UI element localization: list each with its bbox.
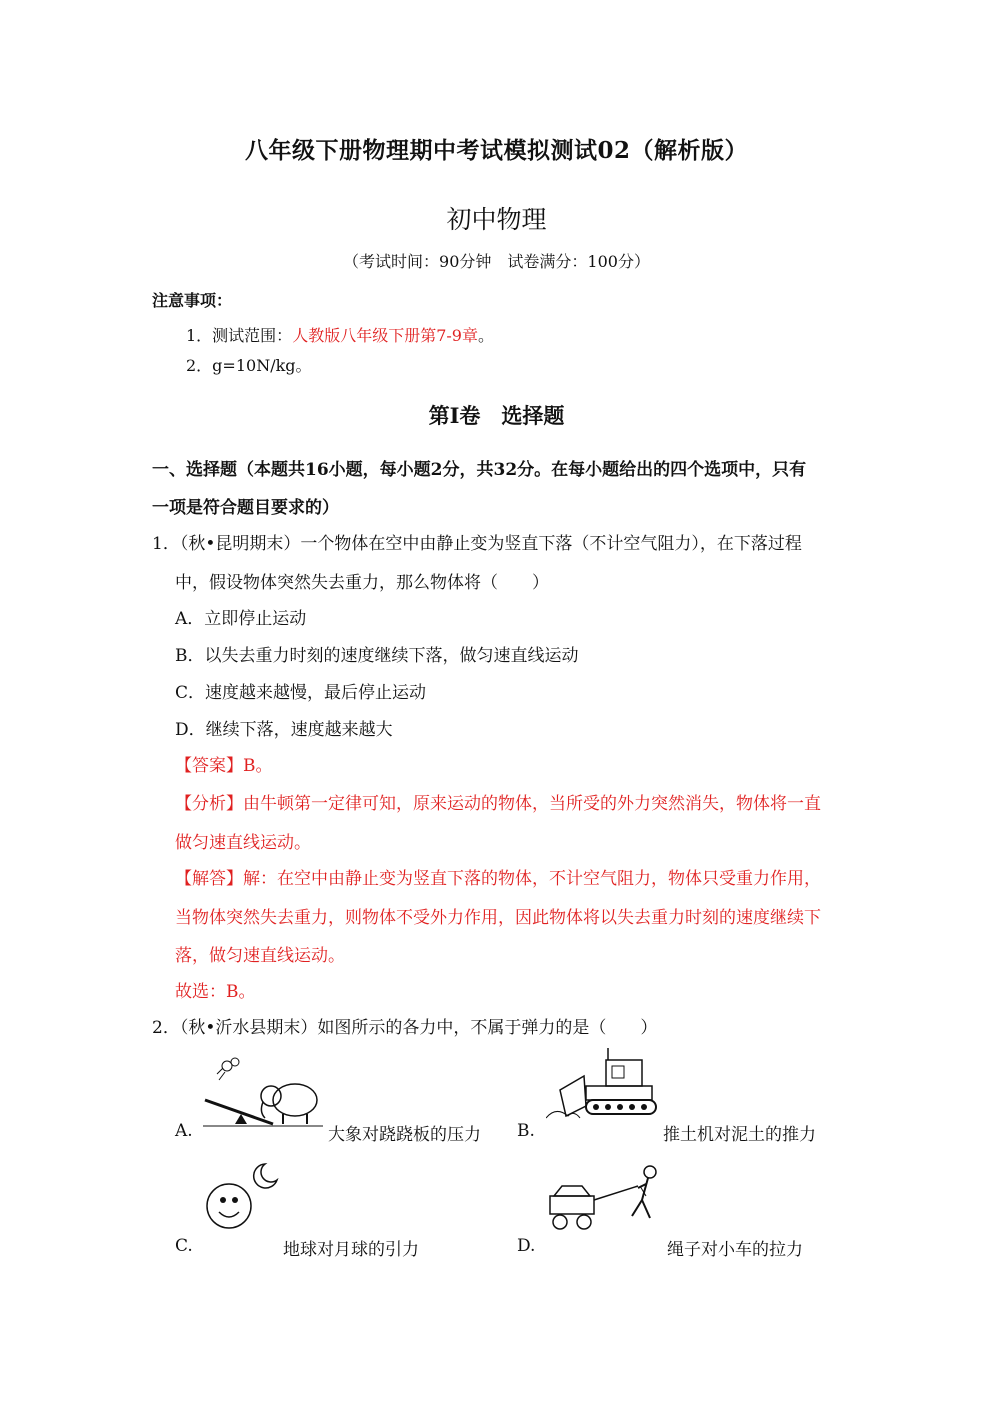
- part-heading-line2: 一项是符合题目要求的）: [152, 498, 339, 518]
- question-1-line1: 1．（秋•昆明期末）一个物体在空中由静止变为竖直下落（不计空气阻力），在下落过程: [152, 534, 802, 554]
- question-2-option-d-letter: D.: [517, 1236, 536, 1256]
- man-pulling-cart-icon: [546, 1160, 666, 1236]
- elephant-seesaw-icon: [203, 1052, 325, 1130]
- question-1-choice: 故选：B。: [175, 982, 256, 1002]
- question-1-analysis-line1: 【分析】由牛顿第一定律可知，原来运动的物体，当所受的外力突然消失，物体将一直: [175, 794, 821, 814]
- question-2-option-c-caption: 地球对月球的引力: [283, 1240, 419, 1260]
- bulldozer-icon: [546, 1046, 662, 1128]
- subject-heading: 初中物理: [446, 205, 547, 234]
- notice-item-1-suffix: 。: [477, 326, 494, 345]
- question-2-line1: 2．（秋•沂水县期末）如图所示的各力中，不属于弹力的是（ ）: [152, 1018, 658, 1038]
- document-title: 八年级下册物理期中考试模拟测试02（解析版）: [244, 137, 748, 164]
- question-1-solution-line1: 【解答】解：在空中由静止变为竖直下落的物体，不计空气阻力，物体只受重力作用，: [175, 869, 821, 889]
- question-1-option-d: D．继续下落，速度越来越大: [175, 720, 393, 740]
- question-2-option-b-caption: 推土机对泥土的推力: [663, 1125, 816, 1145]
- question-1-option-b: B．以失去重力时刻的速度继续下落，做匀速直线运动: [175, 646, 579, 666]
- part-heading-line1: 一、选择题（本题共16小题，每小题2分，共32分。在每小题给出的四个选项中，只有: [152, 460, 807, 480]
- question-2-option-a-letter: A.: [175, 1121, 193, 1141]
- notice-item-1: [186, 323, 494, 346]
- earth-moon-icon: [203, 1160, 283, 1236]
- question-1-option-a: A．立即停止运动: [175, 609, 307, 629]
- section-title: 第Ⅰ卷 选择题: [428, 403, 565, 428]
- question-1-solution-line3: 落，做匀速直线运动。: [175, 946, 345, 966]
- question-2-option-d-caption: 绳子对小车的拉力: [667, 1240, 803, 1260]
- question-1-line2: 中，假设物体突然失去重力，那么物体将（ ）: [175, 573, 549, 593]
- notice-heading: 注意事项：: [152, 291, 233, 310]
- notice-item-1-prefix: 1．测试范围：: [186, 326, 293, 345]
- question-2-option-b-letter: B.: [517, 1121, 535, 1141]
- question-1-option-c: C．速度越来越慢，最后停止运动: [175, 683, 427, 703]
- exam-info: （考试时间：90分钟 试卷满分：100分）: [343, 252, 650, 271]
- notice-item-2: 2．g=10N/kg。: [186, 356, 312, 375]
- question-1-solution-line2: 当物体突然失去重力，则物体不受外力作用，因此物体将以失去重力时刻的速度继续下: [175, 908, 821, 928]
- question-2-option-a-caption: 大象对跷跷板的压力: [328, 1125, 481, 1145]
- notice-item-1-scope: 人教版八年级下册第7-9章: [292, 326, 478, 345]
- question-1-answer: 【答案】B。: [175, 756, 273, 776]
- question-2-option-c-letter: C.: [175, 1236, 193, 1256]
- question-1-analysis-line2: 做匀速直线运动。: [175, 833, 311, 853]
